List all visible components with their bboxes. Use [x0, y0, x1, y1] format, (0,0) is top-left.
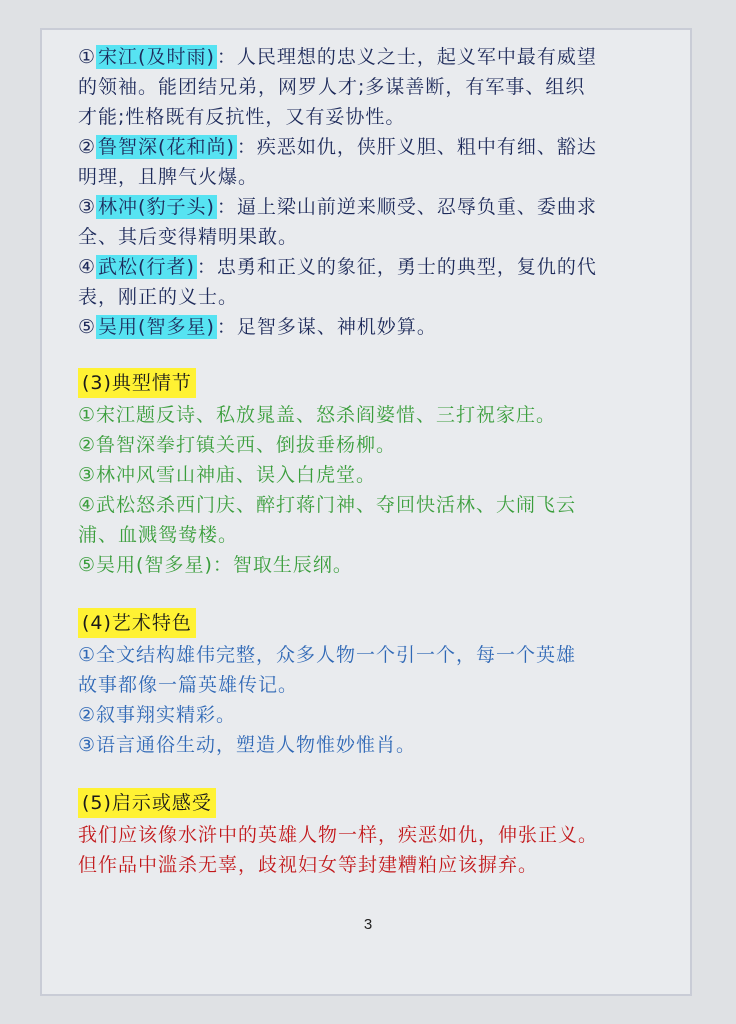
- circled-number: ③: [78, 196, 97, 218]
- character-entry-1: [78, 42, 678, 132]
- art-item: ①全文结构雄伟完整，众多人物一个引一个，每一个英雄: [78, 644, 577, 666]
- character-desc: ：忠勇和正义的象征，勇士的典型，复仇的代: [196, 256, 597, 278]
- character-entry-5: [78, 312, 678, 342]
- page-number: 3: [363, 916, 373, 933]
- plot-item: ⑤吴用(智多星)：智取生辰纲。: [78, 554, 353, 576]
- plot-item: ①宋江题反诗、私放晁盖、怒杀阎婆惜、三打祝家庄。: [78, 404, 557, 426]
- character-entry-4: [78, 252, 678, 312]
- character-name: 武松(行者): [98, 256, 195, 278]
- circled-number: ②: [78, 136, 97, 158]
- character-desc: 全、其后变得精明果敢。: [78, 226, 299, 248]
- character-name: 宋江(及时雨): [98, 46, 215, 68]
- character-name: 林冲(豹子头): [98, 196, 215, 218]
- art-item: ③语言通俗生动，塑造人物惟妙惟肖。: [78, 734, 417, 756]
- character-entry-2: [78, 132, 678, 192]
- art-item: 故事都像一篇英雄传记。: [78, 674, 299, 696]
- insight-item: 我们应该像水浒中的英雄人物一样，疾恶如仇，伸张正义。: [78, 824, 599, 846]
- plot-item: ③林冲风雪山神庙、误入白虎堂。: [78, 464, 377, 486]
- character-entry-3: [78, 192, 678, 252]
- character-desc: ：足智多谋、神机妙算。: [216, 316, 437, 338]
- section-heading-art: (4)艺术特色: [78, 608, 678, 638]
- character-desc: ：人民理想的忠义之士，起义军中最有威望: [216, 46, 597, 68]
- section-heading-plot: (3)典型情节: [78, 368, 678, 398]
- plot-list: [78, 400, 678, 580]
- character-name: 吴用(智多星): [98, 316, 215, 338]
- character-desc: 明理，且脾气火爆。: [78, 166, 259, 188]
- insight-list: [78, 820, 678, 880]
- character-desc: 的领袖。能团结兄弟，网罗人才;多谋善断，有军事、组织: [78, 76, 586, 98]
- section-heading-insight: (5)启示或感受: [78, 788, 678, 818]
- circled-number: ①: [78, 46, 97, 68]
- plot-item: 浦、血溅鸳鸯楼。: [78, 524, 239, 546]
- character-desc: ：逼上梁山前逆来顺受、忍辱负重、委曲求: [216, 196, 597, 218]
- plot-item: ②鲁智深拳打镇关西、倒拔垂杨柳。: [78, 434, 397, 456]
- plot-item: ④武松怒杀西门庆、醉打蒋门神、夺回快活林、大闹飞云: [78, 494, 577, 516]
- character-desc: 才能;性格既有反抗性，又有妥协性。: [78, 106, 406, 128]
- art-item: ②叙事翔实精彩。: [78, 704, 237, 726]
- content-area: [78, 42, 678, 880]
- circled-number: ⑤: [78, 316, 97, 338]
- character-desc: ：疾恶如仇，侠肝义胆、粗中有细、豁达: [236, 136, 597, 158]
- character-name: 鲁智深(花和尚): [98, 136, 235, 158]
- insight-item: 但作品中滥杀无辜，歧视妇女等封建糟粕应该摒弃。: [78, 854, 539, 876]
- character-desc: 表，刚正的义士。: [78, 286, 239, 308]
- art-list: [78, 640, 678, 760]
- circled-number: ④: [78, 256, 97, 278]
